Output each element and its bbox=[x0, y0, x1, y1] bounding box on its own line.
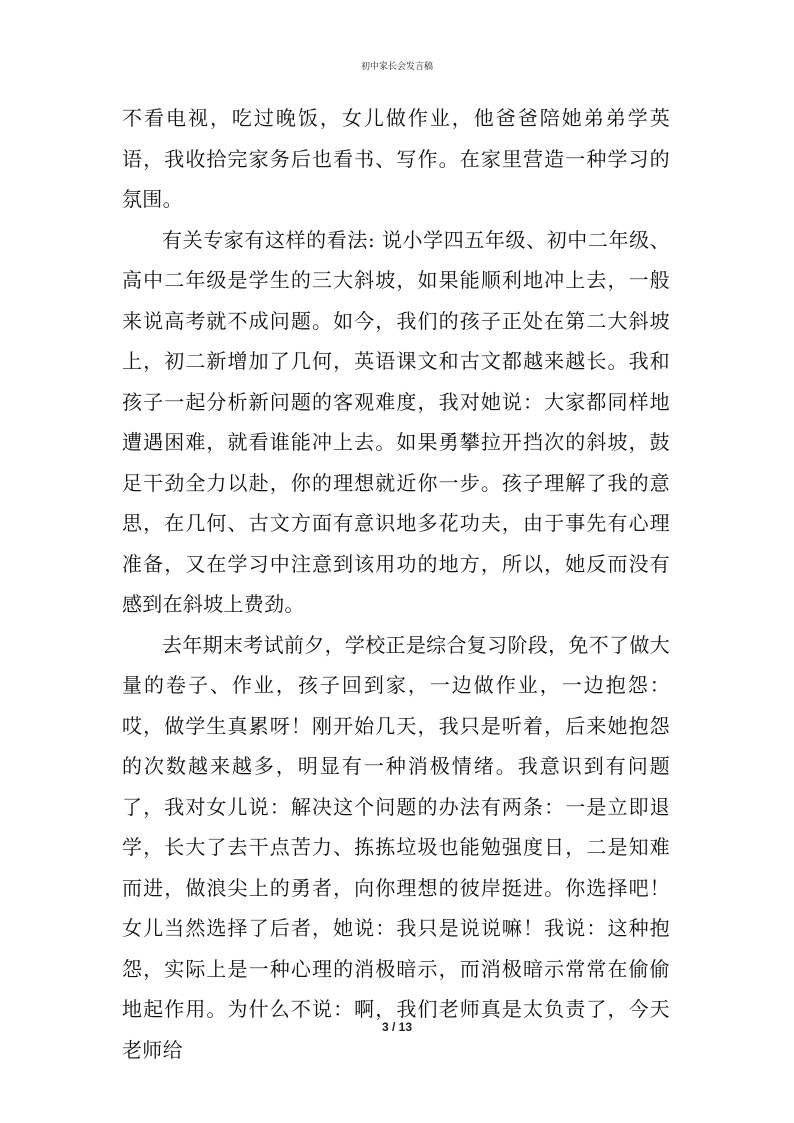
paragraph-2: 有关专家有这样的看法: 说小学四五年级、初中二年级、高中二年级是学生的三大斜坡，如果能顺利地冲上去，一般来说高考就不成问题。如今，我们的孩子正处在第二大斜坡上，初二新增加了几何，英语课文和古文都越来越长。我和孩子一起分析新问题的客观难度，我对她说：大家都同样地遭遇困难，就看谁能冲上去。如果勇攀拉开挡次的斜坡，鼓足干劲全力以赴，你的理想就近你一步。孩子理解了我的意思，在几何、古文方面有意识地多花功夫，由于事先有心理准备，又在学习中注意到该用功的地方，所以，她反而没有感到在斜坡上费劲。 bbox=[122, 227, 670, 616]
paragraph-1: 不看电视，吃过晚饭，女儿做作业，他爸爸陪她弟弟学英语，我收拾完家务后也看书、写作。在家里营造一种学习的氛围。 bbox=[122, 106, 670, 211]
page-header: 初中家长会发言稿 bbox=[360, 62, 433, 72]
document-body bbox=[122, 98, 670, 1070]
paragraph-3: 去年期末考试前夕，学校正是综合复习阶段，免不了做大量的卷子、作业，孩子回到家，一边做作业，一边抱怨：哎，做学生真累呀！刚开始几天，我只是听着，后来她抱怨的次数越来越多，明显有一种消极情绪。我意识到有问题了，我对女儿说：解决这个问题的办法有两条：一是立即退学，长大了去干点苦力、拣拣垃圾也能勉强度日，二是知难而进，做浪尖上的勇者，向你理想的彼岸挺进。你选择吧！女儿当然选择了后者，她说：我只是说说嘛！我说：这种抱怨，实际上是一种心理的消极暗示，而消极暗示常常在偷偷地起作用。为什么不说：啊，我们老师真是太负责了，今天老师给 bbox=[122, 632, 670, 1062]
page-number: 3 / 13 bbox=[381, 1020, 413, 1034]
